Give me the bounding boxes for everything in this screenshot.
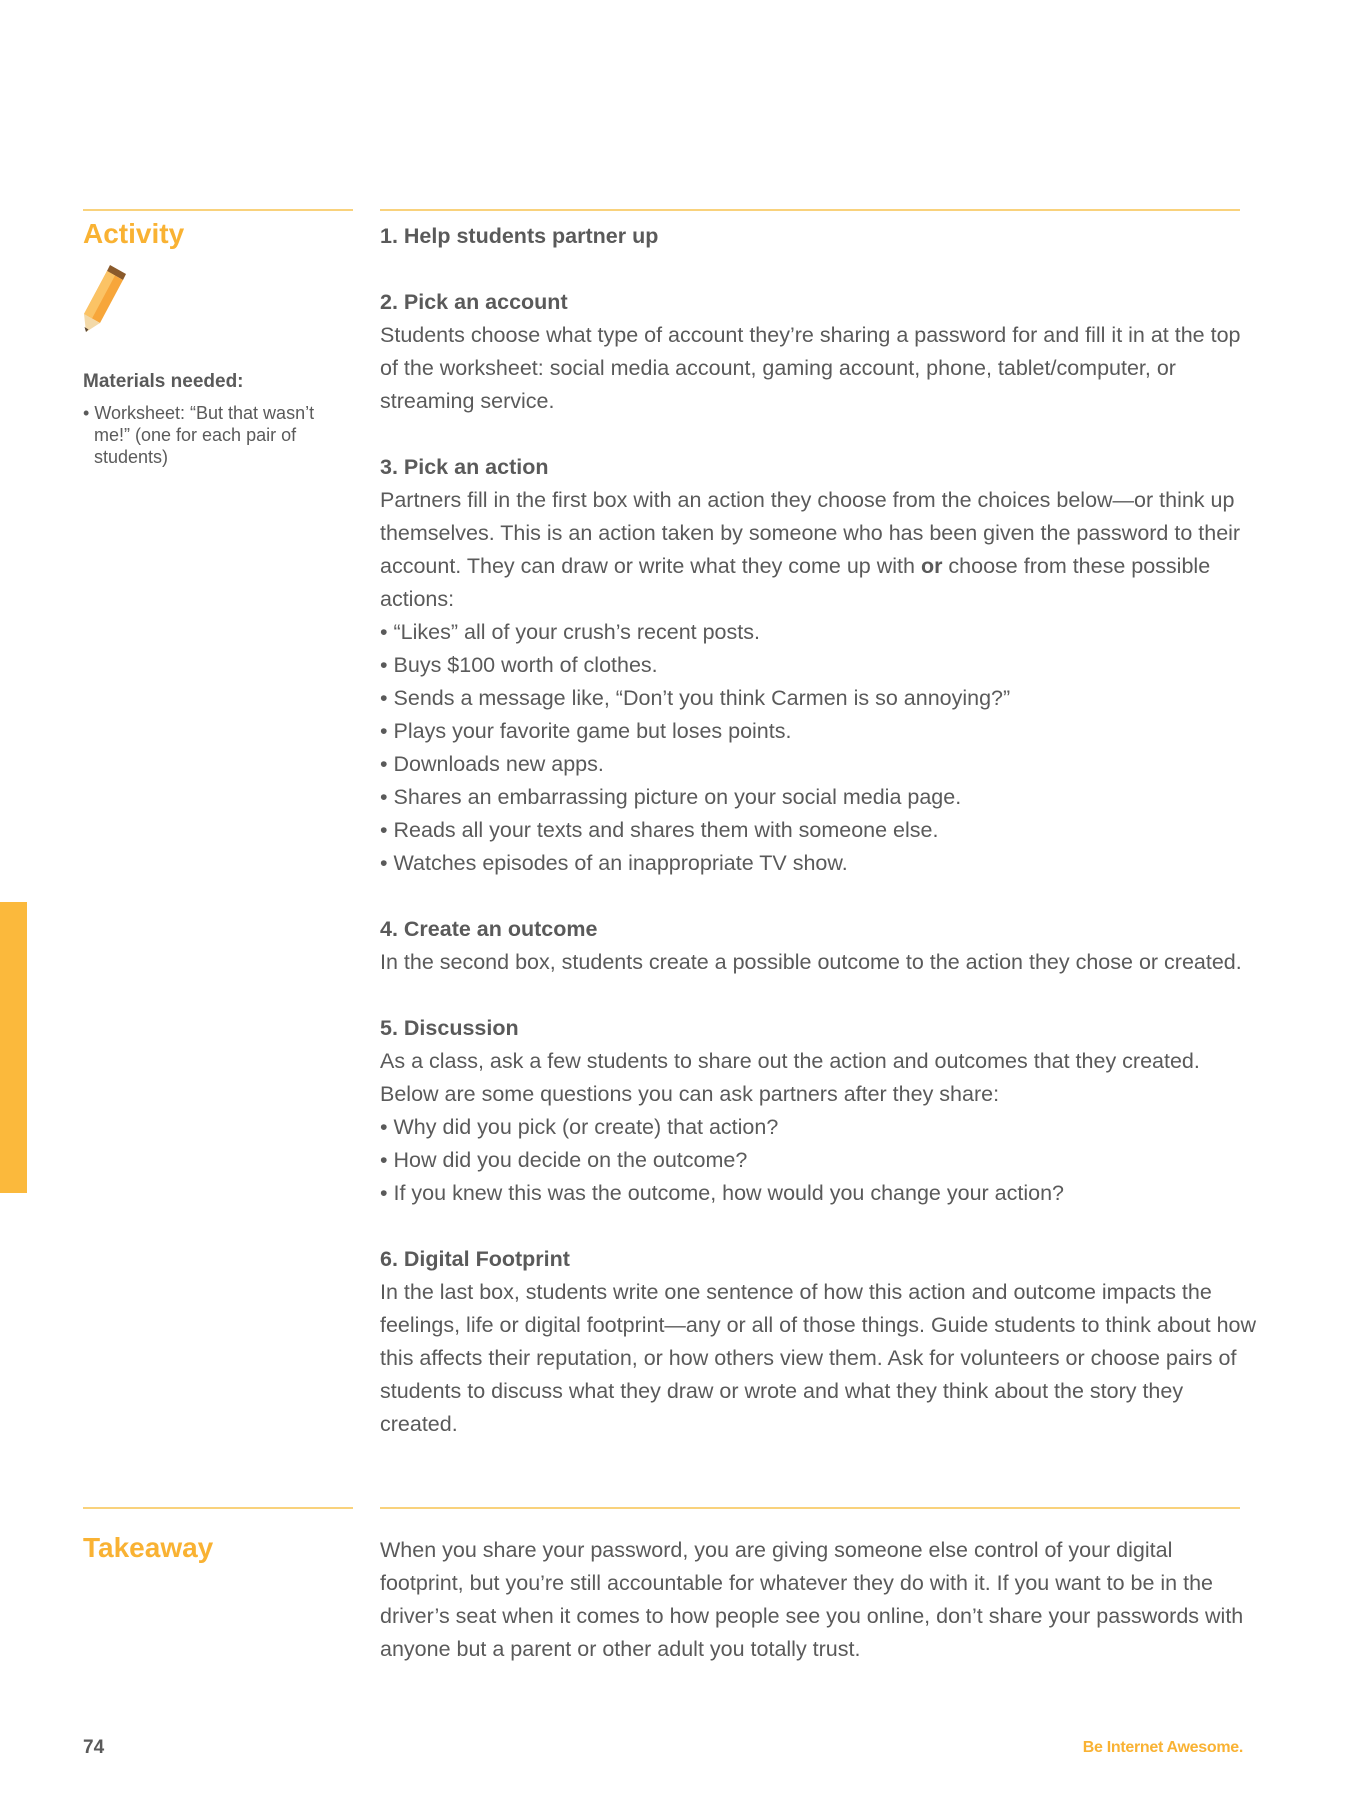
step-text: In the last box, students write one sentence of how this action and outcome impacts the feelings, life or digital footprint—any or all of those things. Guide students to think about how this affects their reputation, or how others view them. Ask for volunteers or choose pairs of students to discuss what they draw or wrote and what they think about the story they created. [380,1280,1257,1436]
activity-left-rule [83,209,353,211]
step-3 [380,451,1260,880]
pencil-icon [82,263,130,333]
step-text-bold: or [920,554,943,578]
materials-panel [83,371,338,468]
side-tab [0,902,27,1193]
step-title: 1. Help students partner up [380,224,659,248]
materials-list [83,402,338,468]
action-item: • Reads all your texts and shares them with someone else. [380,814,1260,847]
step-text [380,484,1260,616]
activity-steps [380,220,1260,1474]
materials-title: Materials needed: [83,371,244,392]
step-text: Students choose what type of account they’re sharing a password for and fill it in at the top of the worksheet: social media account, gaming account, phone, tablet/computer, or streaming service. [380,323,1241,413]
step-2 [380,286,1260,418]
question-list [380,1111,1260,1210]
action-item: • Shares an embarrassing picture on your social media page. [380,781,1260,814]
materials-item: • Worksheet: “But that wasn’t me!” (one for each pair of students) [83,402,338,468]
activity-right-rule [380,209,1240,211]
question-item: • If you knew this was the outcome, how would you change your action? [380,1177,1260,1210]
step-title: 6. Digital Footprint [380,1247,570,1271]
step-5 [380,1012,1260,1210]
step-title: 3. Pick an action [380,455,549,479]
step-title: 4. Create an outcome [380,917,598,941]
step-title: 5. Discussion [380,1016,519,1040]
step-4 [380,913,1260,979]
takeaway-left-rule [83,1507,353,1509]
action-item: • Watches episodes of an inappropriate TV show. [380,847,1260,880]
step-text-part: choose from these possible actions: [380,554,1211,611]
action-item: • Buys $100 worth of clothes. [380,649,1260,682]
activity-heading: Activity [83,218,185,249]
action-list [380,616,1260,880]
takeaway-heading: Takeaway [83,1532,214,1563]
step-1 [380,220,1260,253]
action-item: • “Likes” all of your crush’s recent posts. [380,616,1260,649]
step-title: 2. Pick an account [380,290,568,314]
question-item: • How did you decide on the outcome? [380,1144,1260,1177]
action-item: • Plays your favorite game but loses points. [380,715,1260,748]
step-text: In the second box, students create a possible outcome to the action they chose or created. [380,950,1242,974]
question-item: • Why did you pick (or create) that action? [380,1111,1260,1144]
brand-logo: Be Internet Awesome. [1082,1739,1243,1756]
action-item: • Sends a message like, “Don’t you think Carmen is so annoying?” [380,682,1260,715]
takeaway-right-rule [380,1507,1240,1509]
step-text-part: Partners fill in the first box with an action they choose from the choices below—or think up themselves. This is an action taken by someone who has been given the password to their account. They can draw or write what they come up with [380,488,1241,578]
takeaway-text: When you share your password, you are giving someone else control of your digital footprint, but you’re still accountable for whatever they do with it. If you want to be in the driver’s seat when it comes to how people see you online, don’t share your passwords with anyone but a parent or other adult you totally trust. [380,1538,1244,1661]
step-text: As a class, ask a few students to share out the action and outcomes that they created. Below are some questions you can ask partners after they share: [380,1049,1200,1106]
step-6 [380,1243,1260,1441]
action-item: • Downloads new apps. [380,748,1260,781]
page-number: 74 [83,1737,105,1758]
